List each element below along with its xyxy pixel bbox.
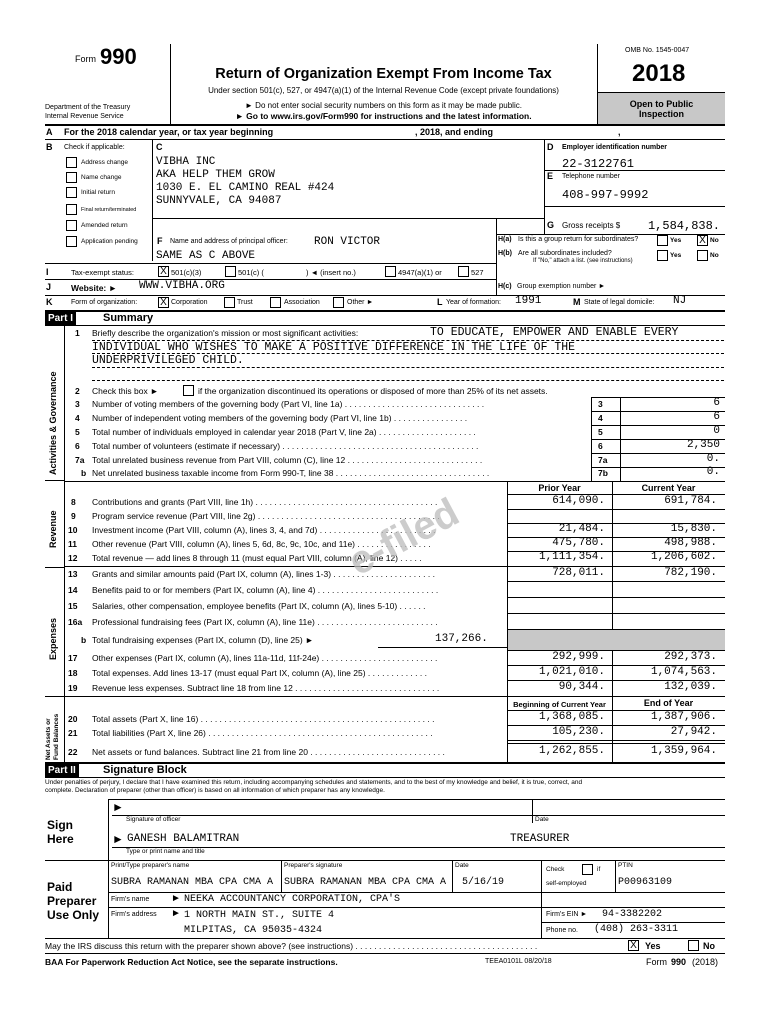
col-end-year: End of Year <box>643 698 694 708</box>
discuss-no-label: No <box>703 941 715 951</box>
org-city: SUNNYVALE, CA 94087 <box>156 195 282 207</box>
line16a-num: 16a <box>68 617 83 627</box>
line11-text: Other revenue (Part VIII, column (A), lines 5, 6d, 8c, 9c, 10c, and 11e) . . . . . . . . . . . . . . . . <box>92 539 431 549</box>
k-opt2: Trust <box>237 299 253 306</box>
form-label: Form <box>75 54 96 64</box>
i-opt2: 501(c) ( <box>238 268 264 277</box>
b-item-pending: Application pending <box>81 238 138 245</box>
side-net1: Net Assets or <box>45 718 52 760</box>
name-change-checkbox[interactable] <box>66 172 77 183</box>
line18-current: 1,074,563. <box>650 666 717 678</box>
line11-num: 11 <box>68 539 77 549</box>
firm-phone: (408) 263-3311 <box>594 924 679 935</box>
line19-prior: 90,344. <box>558 681 605 693</box>
line13-current: 782,190. <box>664 567 717 579</box>
k-letter: K <box>46 297 53 307</box>
line13-text: Grants and similar amounts paid (Part IX, column (A), lines 1-3) . . . . . . . . . . . . . . . . . . . . . . <box>92 569 435 579</box>
k-opt1: Corporation <box>171 299 208 306</box>
line5-value: 0 <box>713 425 720 437</box>
ha-no-label: No <box>710 237 719 244</box>
officer-address: SAME AS C ABOVE <box>156 250 256 262</box>
notice-irs: ► Go to www.irs.gov/Form990 for instructions and the latest information. <box>235 111 532 121</box>
org-address: 1030 E. EL CAMINO REAL #424 <box>156 182 335 194</box>
firm-address1: 1 NORTH MAIN ST., SUITE 4 <box>184 910 335 921</box>
b-item-final: Final return/terminated <box>81 207 137 213</box>
b-letter: B <box>46 142 53 152</box>
open-to-public: Open to Public <box>629 99 694 109</box>
line5-box: 5 <box>598 427 603 437</box>
sig-officer-label: Signature of officer <box>126 816 181 823</box>
line7a-text: Total unrelated business revenue from Part VIII, column (C), line 12 . . . . . . . . . . . . . . . . . . . . . . . . . . . . . <box>92 455 483 465</box>
baa-notice: BAA For Paperwork Reduction Act Notice, see the separate instructions. <box>45 957 338 967</box>
self-employed-label: self-employed <box>546 880 587 887</box>
line12-text: Total revenue — add lines 8 through 11 (must equal Part VIII, column (A), line 12) . . . . . <box>92 553 422 563</box>
line7a-value: 0. <box>706 453 720 465</box>
line2-num: 2 <box>75 386 80 396</box>
line10-text: Investment income (Part VIII, column (A), lines 3, 4, and 7d) . . . . . . . . . . . . . . . . . . . . . . . . . <box>92 525 436 535</box>
firm-ein-label: Firm's EIN ► <box>546 911 588 918</box>
d-label: Employer identification number <box>562 144 668 151</box>
line7b-box: 7b <box>598 468 608 478</box>
line10-current: 15,830. <box>670 523 717 535</box>
g-letter: G <box>547 220 555 230</box>
self-employed-checkbox[interactable] <box>582 864 593 875</box>
j-letter: J <box>46 282 52 292</box>
part2-tag: Part II <box>45 764 79 777</box>
phone-value: 408-997-9992 <box>562 188 649 202</box>
form-code: TEEA0101L 08/20/18 <box>485 958 552 965</box>
e-letter: E <box>547 171 554 181</box>
initial-return-checkbox[interactable] <box>66 187 77 198</box>
j-label: Website: ► <box>71 283 118 293</box>
d-letter: D <box>547 142 554 152</box>
hb-text: Are all subordinates included? <box>518 250 612 257</box>
col-prior-year: Prior Year <box>538 483 581 493</box>
dept-irs: Internal Revenue Service <box>45 113 124 120</box>
hb-yes-label: Yes <box>670 252 682 259</box>
line10-prior: 21,484. <box>558 523 605 535</box>
type-name-label: Type or print name and title <box>126 848 205 855</box>
dept-treasury: Department of the Treasury <box>45 104 131 111</box>
k-opt3: Association <box>284 299 320 306</box>
preparer-name: SUBRA RAMANAN MBA CPA CMA A <box>111 877 274 888</box>
line15-num: 15 <box>68 601 78 611</box>
line22-num: 22 <box>68 747 78 757</box>
line16b-text: Total fundraising expenses (Part IX, column (D), line 25) ► <box>92 635 314 645</box>
side-expenses: Expenses <box>48 617 58 660</box>
line7b-value: 0. <box>706 466 720 478</box>
g-label: Gross receipts $ <box>562 221 621 230</box>
line1-num: 1 <box>75 328 80 338</box>
website-value: WWW.VIBHA.ORG <box>139 280 225 292</box>
line12-prior: 1,111,354. <box>538 551 605 563</box>
part1-title: Summary <box>103 312 154 324</box>
sign-arrow-icon: ► <box>112 800 124 814</box>
discuss-yes-checkbox[interactable]: X <box>628 940 639 951</box>
line7a-box: 7a <box>598 455 608 465</box>
officer-name: RON VICTOR <box>314 236 381 248</box>
discuss-question: May the IRS discuss this return with the preparer shown above? (see instructions) . . . . . . . . . . . . . . . . . . . . . . . . . . . . . . . . . . . . . . . <box>45 941 538 951</box>
501c3-checkbox[interactable]: X <box>158 266 169 277</box>
line7b-text: Net unrelated business taxable income from Form 990-T, line 38 . . . . . . . . . . . . . . . . . . . . . . . . . . . . . . . . . <box>92 468 490 478</box>
row-a-text: For the 2018 calendar year, or tax year beginning <box>64 127 274 137</box>
ha-yes-label: Yes <box>670 237 682 244</box>
ha-text: Is this a group return for subordinates? <box>518 236 639 243</box>
m-letter: M <box>573 297 581 307</box>
line14-num: 14 <box>68 585 78 595</box>
preparer-date: 5/16/19 <box>462 877 505 888</box>
b-item-address: Address change <box>81 159 128 166</box>
ha-no-checkbox[interactable]: X <box>697 235 708 246</box>
hb-no-checkbox[interactable] <box>697 250 708 261</box>
preparer-label: Preparer <box>47 894 97 908</box>
line22-text: Net assets or fund balances. Subtract line 21 from line 20 . . . . . . . . . . . . . . . . . . . . . . . . . . . . . <box>92 747 445 757</box>
firm-address-label: Firm's address <box>111 911 157 918</box>
line8-current: 691,784. <box>664 495 717 507</box>
sign-label: Sign <box>47 818 73 832</box>
f-letter: F <box>157 236 163 246</box>
part1-tag: Part I <box>45 312 76 325</box>
line16b-num: b <box>81 635 87 645</box>
line7b-num: b <box>81 468 87 478</box>
b-item-amended: Amended return <box>81 222 128 229</box>
preparer-signature: SUBRA RAMANAN MBA CPA CMA A <box>284 877 447 888</box>
line12-num: 12 <box>68 553 78 563</box>
line9-num: 9 <box>71 511 76 521</box>
formation-year: 1991 <box>515 295 542 307</box>
signer-name: GANESH BALAMITRAN <box>127 833 240 845</box>
other-checkbox[interactable] <box>333 297 344 308</box>
side-activities: Activities & Governance <box>48 371 58 475</box>
hb-yes-checkbox[interactable] <box>657 250 668 261</box>
i-opt2b: ) ◄ (insert no.) <box>306 268 356 277</box>
line6-value: 2,350 <box>686 439 720 451</box>
line17-text: Other expenses (Part IX, column (A), lines 11a-11d, 11f-24e) . . . . . . . . . . . . . . . . . . . . . . . . . <box>92 653 438 663</box>
line16b-shaded <box>508 630 725 650</box>
line18-text: Total expenses. Add lines 13-17 (must equal Part IX, column (A), line 25) . . . . . . . . . . . . . <box>92 668 427 678</box>
row-a-letter: A <box>46 127 53 137</box>
col-current-year: Current Year <box>641 483 696 493</box>
gross-receipts-value: 1,584,838. <box>647 219 720 233</box>
501c-checkbox[interactable] <box>225 266 236 277</box>
check-label: Check <box>546 866 565 873</box>
preparer-ptin: P00963109 <box>618 877 673 888</box>
line17-prior: 292,999. <box>552 651 605 663</box>
line13-prior: 728,011. <box>552 567 605 579</box>
row-a-ending: , 2018, and ending <box>415 127 494 137</box>
line4-num: 4 <box>75 413 80 423</box>
ein-value: 22-3122761 <box>562 157 635 171</box>
line2-a: Check this box ► <box>92 386 159 396</box>
line16a-text: Professional fundraising fees (Part IX, column (A), line 11e) . . . . . . . . . . . . . . . . . . . . . . . . . . <box>92 617 438 627</box>
i-letter: I <box>46 267 49 277</box>
m-text: State of legal domicile: <box>584 299 655 306</box>
line4-text: Number of independent voting members of the governing body (Part VI, line 1b) . . . . . . . . . . . . . . . . <box>92 413 468 423</box>
k-label: Form of organization: <box>71 299 138 306</box>
line19-current: 132,039. <box>664 681 717 693</box>
line20-text: Total assets (Part X, line 16) . . . . . . . . . . . . . . . . . . . . . . . . . . . . . . . . . . . . . . . . . . . . . . . . . . <box>92 714 435 724</box>
b-item-initial: Initial return <box>81 189 115 196</box>
c-letter: C <box>156 142 163 152</box>
i-opt4: 527 <box>471 268 484 277</box>
phone-label: Phone no. <box>546 927 578 934</box>
ha-yes-checkbox[interactable] <box>657 235 668 246</box>
line4-value: 6 <box>713 411 720 423</box>
ptin-label: PTIN <box>618 862 633 869</box>
signer-title: TREASURER <box>510 833 570 845</box>
line22-prior: 1,262,855. <box>538 745 605 757</box>
form-year: 2018 <box>632 60 686 87</box>
sign-date-label: Date <box>535 816 549 823</box>
ha-label: H(a) <box>498 236 512 243</box>
org-aka: AKA HELP THEM GROW <box>156 169 275 181</box>
line3-box: 3 <box>598 399 603 409</box>
line19-text: Revenue less expenses. Subtract line 18 from line 12 . . . . . . . . . . . . . . . . . . . . . . . . . . . . . . . <box>92 683 440 693</box>
i-opt1: 501(c)(3) <box>171 268 202 277</box>
4947-checkbox[interactable] <box>385 266 396 277</box>
l-letter: L <box>437 297 443 307</box>
hb-note: If "No," attach a list. (see instructions) <box>533 258 633 264</box>
line21-text: Total liabilities (Part X, line 26) . . . . . . . . . . . . . . . . . . . . . . . . . . . . . . . . . . . . . . . . . . . . . . . . <box>92 728 433 738</box>
line21-current: 27,942. <box>670 726 717 738</box>
line7a-num: 7a <box>75 455 85 465</box>
footer-form-number: 990 <box>671 957 687 967</box>
hc-label: H(c) <box>498 283 512 290</box>
line3-num: 3 <box>75 399 80 409</box>
form-number: 990 <box>100 44 137 69</box>
association-checkbox[interactable] <box>270 297 281 308</box>
mission-line3: UNDERPRIVILEGED CHILD. <box>92 354 244 367</box>
line18-num: 18 <box>68 668 78 678</box>
line17-num: 17 <box>68 653 78 663</box>
org-name: VIBHA INC <box>156 156 216 168</box>
hc-text: Group exemption number ► <box>517 283 606 290</box>
line8-text: Contributions and grants (Part VIII, line 1h) . . . . . . . . . . . . . . . . . . . . . . . . . . . . . . . . . . . . . . . <box>92 497 438 507</box>
side-revenue: Revenue <box>48 510 58 548</box>
discuss-no-checkbox[interactable] <box>688 940 699 951</box>
paid-label: Paid <box>47 880 73 894</box>
line6-num: 6 <box>75 441 80 451</box>
line4-box: 4 <box>598 413 603 423</box>
line14-text: Benefits paid to or for members (Part IX, column (A), line 4) . . . . . . . . . . . . . . . . . . . . . . . . . . <box>92 585 439 595</box>
line6-text: Total number of volunteers (estimate if necessary) . . . . . . . . . . . . . . . . . . . . . . . . . . . . . . . . . . . . . . . . . . <box>92 441 479 451</box>
line12-current: 1,206,602. <box>650 551 717 563</box>
i-label: Tax-exempt status: <box>71 268 134 277</box>
firm-address2: MILPITAS, CA 95035-4324 <box>184 925 323 936</box>
l-text: Year of formation: <box>446 299 501 306</box>
line11-prior: 475,780. <box>552 537 605 549</box>
line21-num: 21 <box>68 728 78 738</box>
discontinued-checkbox[interactable] <box>183 385 194 396</box>
line2-b: if the organization discontinued its operations or disposed of more than 25% of its net assets. <box>198 386 548 396</box>
domicile-state: NJ <box>673 295 687 307</box>
form-subtitle: Under section 501(c), 527, or 4947(a)(1) of the Internal Revenue Code (except private foundations) <box>208 86 559 95</box>
firm-name: NEEKA ACCOUNTANCY CORPORATION, CPA'S <box>184 894 401 905</box>
row-a-comma: , <box>618 127 621 137</box>
line18-prior: 1,021,010. <box>538 666 605 678</box>
side-net2: Fund Balances <box>53 713 60 760</box>
final-return-checkbox[interactable] <box>66 204 77 215</box>
firm-name-arrow-icon: ► <box>171 893 181 904</box>
line22-current: 1,359,964. <box>650 745 717 757</box>
col-beginning-year: Beginning of Current Year <box>513 700 606 709</box>
b-item-name: Name change <box>81 174 122 181</box>
line3-value: 6 <box>713 397 720 409</box>
prep-date-label: Date <box>455 862 469 869</box>
line19-num: 19 <box>68 683 78 693</box>
line15-text: Salaries, other compensation, employee benefits (Part IX, column (A), lines 5-10) . . . . . . <box>92 601 426 611</box>
527-checkbox[interactable] <box>458 266 469 277</box>
trust-checkbox[interactable] <box>224 297 235 308</box>
line11-current: 498,988. <box>664 537 717 549</box>
b-label: Check if applicable: <box>64 144 125 151</box>
prep-sig-label: Preparer's signature <box>284 862 343 869</box>
line13-num: 13 <box>68 569 78 579</box>
omb-number: OMB No. 1545-0047 <box>625 47 690 54</box>
hb-label: H(b) <box>498 250 512 257</box>
line5-text: Total number of individuals employed in calendar year 2018 (Part V, line 2a) . . . . . . . . . . . . . . . . . . . . . <box>92 427 476 437</box>
name-arrow-icon: ► <box>112 832 124 846</box>
line1-text: Briefly describe the organization's mission or most significant activities: <box>92 328 359 338</box>
footer-form-label: Form <box>646 957 667 967</box>
line8-prior: 614,090. <box>552 495 605 507</box>
line5-num: 5 <box>75 427 80 437</box>
penalty-line1: Under penalties of perjury, I declare that I have examined this return, including accompanying schedules and statements, and to the best of my knowledge and belief, it is true, correct, and <box>45 779 583 786</box>
inspection: Inspection <box>638 109 684 119</box>
firm-address-arrow-icon: ► <box>171 908 181 919</box>
mission-line2: INDIVIDUAL WHO WISHES TO MAKE A POSITIVE DIFFERENCE IN THE LIFE OF THE <box>92 341 576 354</box>
line17-current: 292,373. <box>664 651 717 663</box>
line3-text: Number of voting members of the governing body (Part VI, line 1a) . . . . . . . . . . . . . . . . . . . . . . . . . . . . . . <box>92 399 485 409</box>
discuss-yes-label: Yes <box>645 941 661 951</box>
amended-return-checkbox[interactable] <box>66 220 77 231</box>
line20-current: 1,387,906. <box>650 711 717 723</box>
footer-form-year: (2018) <box>692 957 719 967</box>
line16b-value: 137,266. <box>435 633 488 645</box>
if-label: if <box>597 866 601 873</box>
i-opt3: 4947(a)(1) or <box>398 268 442 277</box>
line21-prior: 105,230. <box>552 726 605 738</box>
firm-name-label: Firm's name <box>111 896 150 903</box>
here-label: Here <box>47 832 74 846</box>
form-title: Return of Organization Exempt From Income Tax <box>215 66 552 82</box>
f-label: Name and address of principal officer: <box>170 238 288 245</box>
notice-ssn: ► Do not enter social security numbers on this form as it may be made public. <box>245 101 522 110</box>
part2-title: Signature Block <box>103 764 187 776</box>
use-only-label: Use Only <box>47 908 100 922</box>
mission-line1: TO EDUCATE, EMPOWER AND ENABLE EVERY <box>430 326 679 339</box>
k-opt4: Other ► <box>347 299 374 306</box>
penalty-line2: complete. Declaration of preparer (other than officer) is based on all information of which preparer has any knowledge. <box>45 787 385 794</box>
firm-ein: 94-3382202 <box>602 909 663 920</box>
line20-prior: 1,368,085. <box>538 711 605 723</box>
line10-num: 10 <box>68 525 78 535</box>
application-pending-checkbox[interactable] <box>66 236 77 247</box>
hb-no-label: No <box>710 252 719 259</box>
line6-box: 6 <box>598 441 603 451</box>
corporation-checkbox[interactable]: X <box>158 297 169 308</box>
efiled-watermark: e-filed <box>341 489 466 585</box>
line20-num: 20 <box>68 714 78 724</box>
line8-num: 8 <box>71 497 76 507</box>
prep-name-label: Print/Type preparer's name <box>111 862 190 869</box>
address-change-checkbox[interactable] <box>66 157 77 168</box>
e-label: Telephone number <box>562 173 620 180</box>
line9-text: Program service revenue (Part VIII, line 2g) . . . . . . . . . . . . . . . . . . . . . . . . . . . . . . . . . . . . . . . <box>92 511 440 521</box>
